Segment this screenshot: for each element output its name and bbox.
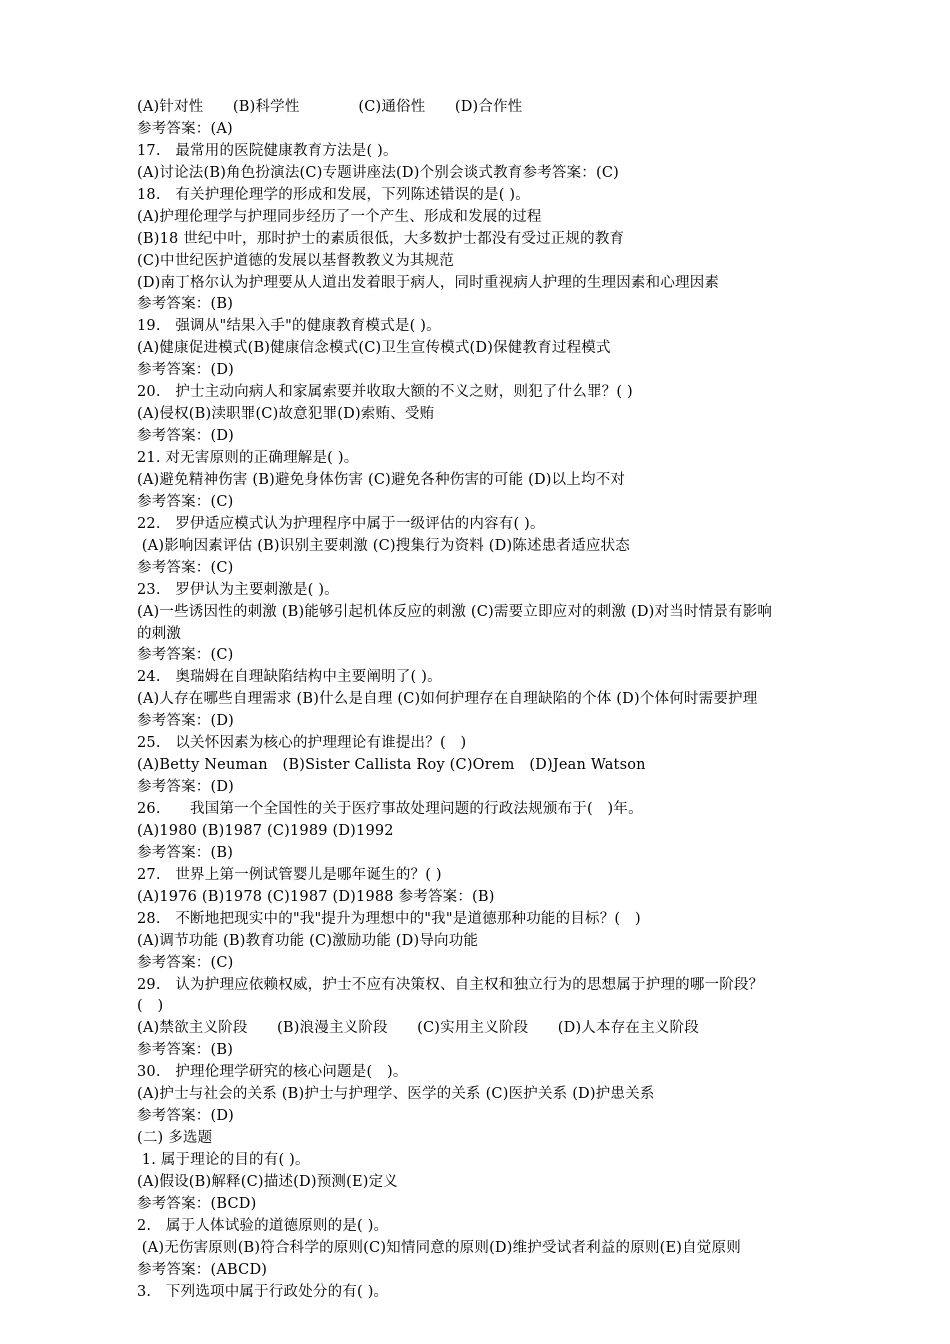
text-line: (二) 多选题 <box>137 1130 213 1147</box>
text-line: 参考答案：(ABCD) <box>137 1261 268 1278</box>
text-line: 参考答案：(B) <box>137 296 234 313</box>
text-line: (A)假设(B)解释(C)描述(D)预测(E)定义 <box>137 1173 399 1190</box>
text-line: 20. 护士主动向病人和家属索要并收取大额的不义之财，则犯了什么罪？( ) <box>137 384 633 401</box>
text-line: 参考答案：(C) <box>137 559 234 576</box>
text-line: 参考答案：(C) <box>137 493 234 510</box>
text-line: (A)调节功能 (B)教育功能 (C)激励功能 (D)导向功能 <box>137 932 479 949</box>
text-line: 参考答案：(D) <box>137 428 235 445</box>
text-line: 参考答案：(B) <box>137 1042 234 1059</box>
text-line: 参考答案：(D) <box>137 1108 235 1125</box>
text-line: 参考答案：(C) <box>137 647 234 664</box>
text-line: (C)中世纪医护道德的发展以基督教教义为其规范 <box>137 252 455 269</box>
text-line: 2. 属于人体试验的道德原则的是( )。 <box>137 1217 389 1234</box>
text-line: 21. 对无害原则的正确理解是( )。 <box>137 450 359 466</box>
text-line: 的刺激 <box>137 625 182 642</box>
text-line: (A)侵权(B)渎职罪(C)故意犯罪(D)索贿、受贿 <box>137 406 435 423</box>
text-line: (A)1980 (B)1987 (C)1989 (D)1992 <box>137 822 394 839</box>
text-line: (A)影响因素评估 (B)识别主要刺激 (C)搜集行为资料 (D)陈述患者适应状态 <box>137 537 630 554</box>
text-line: 1. 属于理论的目的有( )。 <box>137 1152 310 1168</box>
text-line: 19. 强调从"结果入手"的健康教育模式是( )。 <box>137 318 441 335</box>
text-line: ( ) <box>137 998 164 1015</box>
text-line: 22. 罗伊适应模式认为护理程序中属于一级评估的内容有( )。 <box>137 515 545 532</box>
text-line: 18. 有关护理伦理学的形成和发展，下列陈述错误的是( )。 <box>137 186 530 203</box>
text-line: (A)1976 (B)1978 (C)1987 (D)1988 参考答案：(B) <box>137 888 495 905</box>
text-line: (A)人存在哪些自理需求 (B)什么是自理 (C)如何护理存在自理缺陷的个体 (D)个体何时需要护理 <box>137 691 758 708</box>
text-line: (A)护理伦理学与护理同步经历了一个产生、形成和发展的过程 <box>137 208 542 225</box>
text-line: 参考答案：(D) <box>137 362 235 379</box>
text-line: 17. 最常用的医院健康教育方法是( )。 <box>137 142 398 159</box>
text-line: 24. 奥瑞姆在自理缺陷结构中主要阐明了( )。 <box>137 669 442 686</box>
text-line: 28. 不断地把现实中的"我"提升为理想中的"我"是道德那种功能的目标？( ) <box>137 910 641 927</box>
text-line: (A)讨论法(B)角色扮演法(C)专题讲座法(D)个别会谈式教育参考答案：(C) <box>137 164 620 181</box>
text-line: 30. 护理伦理学研究的核心问题是( )。 <box>137 1064 408 1081</box>
text-line: 参考答案：(D) <box>137 779 235 796</box>
text-line: (A)Betty Neuman (B)Sister Callista Roy (C)Orem (D)Jean Watson <box>137 757 646 774</box>
text-line: (D)南丁格尔认为护理要从人道出发着眼于病人，同时重视病人护理的生理因素和心理因素 <box>137 274 720 291</box>
text-line: 3. 下列选项中属于行政处分的有( )。 <box>137 1283 389 1300</box>
text-line: (A)针对性 (B)科学性 (C)通俗性 (D)合作性 <box>137 99 523 115</box>
text-line: (A)避免精神伤害 (B)避免身体伤害 (C)避免各种伤害的可能 (D)以上均不对 <box>137 471 626 488</box>
text-line: (B)18 世纪中叶，那时护士的素质很低，大多数护士都没有受过正规的教育 <box>137 230 625 247</box>
text-line: 25. 以关怀因素为核心的护理理论有谁提出？( ) <box>137 735 467 752</box>
text-line: 参考答案：(BCD) <box>137 1195 257 1212</box>
text-line: (A)无伤害原则(B)符合科学的原则(C)知情同意的原则(D)维护受试者利益的原则(E)自觉原则 <box>137 1239 741 1256</box>
text-line: 参考答案：(D) <box>137 713 235 730</box>
text-line: (A)健康促进模式(B)健康信念模式(C)卫生宣传模式(D)保健教育过程模式 <box>137 340 611 357</box>
text-line: (A)一些诱因性的刺激 (B)能够引起机体反应的刺激 (C)需要立即应对的刺激 (D)对当时情景有影响 <box>137 603 773 620</box>
text-line: (A)禁欲主义阶段 (B)浪漫主义阶段 (C)实用主义阶段 (D)人本存在主义阶段 <box>137 1020 699 1037</box>
text-line: 26. 我国第一个全国性的关于医疗事故处理问题的行政法规颁布于( )年。 <box>137 801 643 817</box>
text-line: 27. 世界上第一例试管婴儿是哪年诞生的？( ) <box>137 866 442 883</box>
text-line: 参考答案：(C) <box>137 954 234 971</box>
text-line: 23. 罗伊认为主要刺激是( )。 <box>137 581 339 598</box>
document-body <box>137 97 897 1304</box>
text-line: 参考答案：(B) <box>137 844 234 861</box>
text-line: (A)护士与社会的关系 (B)护士与护理学、医学的关系 (C)医护关系 (D)护患关系 <box>137 1086 655 1103</box>
text-line: 参考答案：(A) <box>137 120 233 137</box>
text-line: 29. 认为护理应依赖权威，护士不应有决策权、自主权和独立行为的思想属于护理的哪一阶段？ <box>137 976 764 993</box>
